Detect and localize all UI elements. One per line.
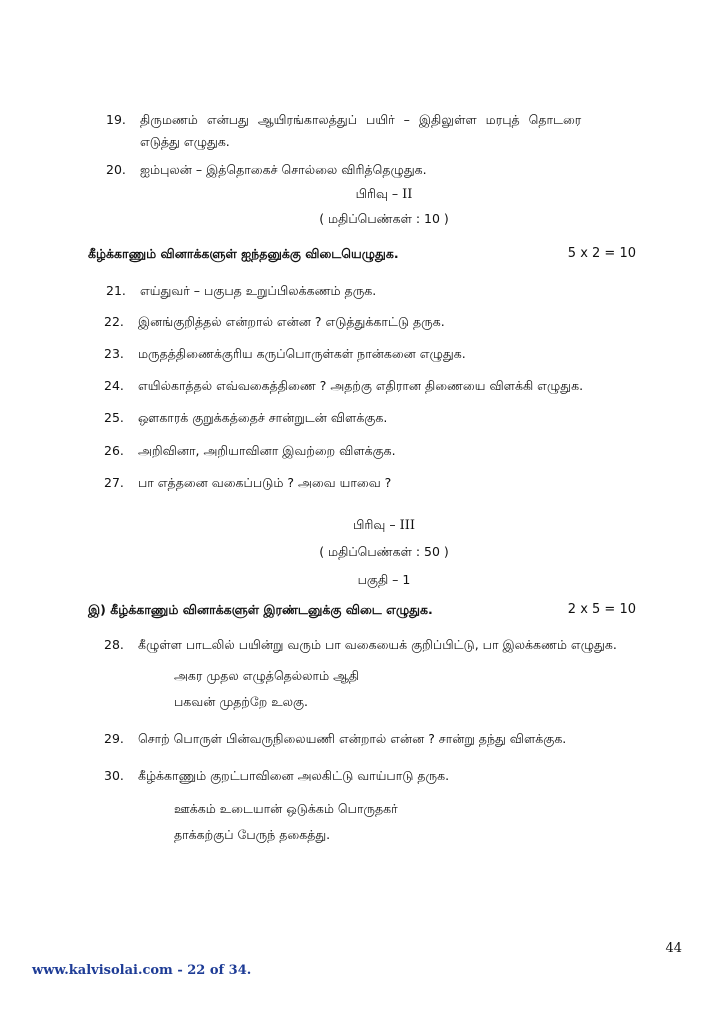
question-number: 19. bbox=[106, 112, 126, 127]
section-3-marks: 2 x 5 = 10 bbox=[567, 602, 636, 617]
question-text: எயில்காத்தல் எவ்வகைத்திணை ? அதற்கு எதிரான திணையை விளக்கி எழுதுக. bbox=[138, 378, 584, 393]
question-number: 26. bbox=[104, 443, 124, 458]
question-number: 24. bbox=[104, 378, 124, 393]
question-text-line-1: திருமணம் என்பது ஆயிரங்காலத்துப் பயிர் – இதிலுள்ள மரபுத் தொடரை bbox=[140, 112, 582, 127]
verse-line: ஊக்கம் உடையான் ஒடுக்கம் பொருதகர் bbox=[174, 801, 398, 816]
question-text: சொற் பொருள் பின்வருநிலையணி என்றால் என்ன ? சான்று தந்து விளக்குக. bbox=[138, 731, 567, 746]
section-2-marks: 5 x 2 = 10 bbox=[567, 246, 636, 261]
section-2-heading bbox=[20, 186, 728, 203]
question-text: ஐம்புலன் – இத்தொகைச் சொல்லை விரித்தெழுதுக. bbox=[140, 162, 427, 177]
question-text: பா எத்தனை வகைப்படும் ? அவை யாவை ? bbox=[138, 475, 392, 490]
question-text: கீழுள்ள பாடலில் பயின்று வரும் பா வகையைக் குறிப்பிட்டு, பா இலக்கணம் எழுதுக. bbox=[138, 637, 617, 652]
verse-line: பகவன் முதற்றே உலகு. bbox=[174, 694, 308, 709]
verse-line: தாக்கற்குப் பேருந் தகைத்து. bbox=[174, 827, 331, 842]
question-text: மருதத்திணைக்குரிய கருப்பொருள்கள் நான்கனை எழுதுக. bbox=[138, 346, 466, 361]
question-text: இனங்குறித்தல் என்றால் என்ன ? எடுத்துக்காட்டு தருக. bbox=[138, 314, 445, 329]
question-number: 20. bbox=[106, 162, 126, 177]
section-3-heading bbox=[20, 517, 728, 534]
section-label: பிரிவு – bbox=[355, 186, 399, 201]
question-number: 21. bbox=[106, 283, 126, 298]
question-number: 22. bbox=[104, 314, 124, 329]
section-3-instruction: இ) கீழ்க்காணும் வினாக்களுள் இரண்டனுக்கு விடை எழுதுக. bbox=[88, 602, 433, 617]
question-text: கீழ்க்காணும் குறட்பாவினை அலகிட்டு வாய்பாடு தருக. bbox=[138, 768, 450, 783]
section-label: பிரிவு – bbox=[353, 517, 396, 532]
verse-line: அகர முதல எழுத்தெல்லாம் ஆதி bbox=[174, 668, 360, 683]
footer-link[interactable]: www.kalvisolai.com - 22 of 34. bbox=[32, 963, 252, 978]
question-text: ஔகாரக் குறுக்கத்தைச் சான்றுடன் விளக்குக. bbox=[138, 410, 388, 425]
section-roman: II bbox=[402, 187, 413, 202]
section-roman: III bbox=[399, 518, 415, 533]
question-number: 25. bbox=[104, 410, 124, 425]
question-text: அறிவினா, அறியாவினா இவற்றை விளக்குக. bbox=[138, 443, 396, 458]
question-19-continued: எடுத்து எழுதுக. bbox=[140, 134, 230, 149]
section-2-instruction: கீழ்க்காணும் வினாக்களுள் ஐந்தனுக்கு விடையெழுதுக. bbox=[88, 246, 399, 261]
question-number: 30. bbox=[104, 768, 124, 783]
page-number: 44 bbox=[665, 941, 682, 956]
question-number: 28. bbox=[104, 637, 124, 652]
question-text: எய்துவர் – பகுபத உறுப்பிலக்கணம் தருக. bbox=[140, 283, 377, 298]
section-3-part: பகுதி – 1 bbox=[357, 572, 411, 587]
section-2-marks-note: ( மதிப்பெண்கள் : 10 ) bbox=[319, 211, 449, 226]
question-number: 23. bbox=[104, 346, 124, 361]
question-number: 29. bbox=[104, 731, 124, 746]
question-number: 27. bbox=[104, 475, 124, 490]
question-text bbox=[140, 112, 680, 128]
section-3-marks-note: ( மதிப்பெண்கள் : 50 ) bbox=[319, 544, 449, 559]
